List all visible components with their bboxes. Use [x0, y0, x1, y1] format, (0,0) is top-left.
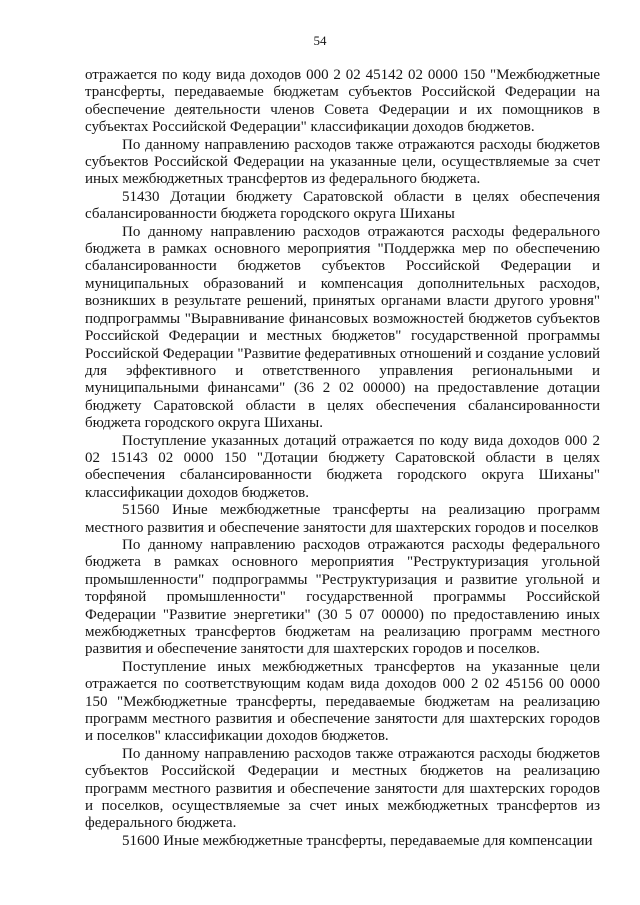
paragraph: По данному направлению расходов отражаются расходы федерального бюджета в рамках основного мероприятия "Поддержка мер по обеспечению сбалансированности бюджетов субъектов Российской Федерации и муниципальных образований и компенсация дополнительных расходов, возникших в результате решений, принятых органами власти другого уровня" подпрограммы "Выравнивание финансовых возможностей бюджетов субъектов Российской Федерации и местных бюджетов" государственной программы Российской Федерации "Развитие федеративных отношений и создание условий для эффективного и ответственного управления региональными и муниципальными финансами" (36 2 02 00000) на предоставление дотации бюджету Саратовской области в целях обеспечения сбалансированности бюджета городского округа Шиханы.: [85, 223, 600, 432]
paragraph: По данному направлению расходов также отражаются расходы бюджетов субъектов Российской Федерации и местных бюджетов на реализацию программ местного развития и обеспечение занятости для шахтерских городов и поселков, осуществляемые за счет иных межбюджетных трансфертов из федерального бюджета.: [85, 745, 600, 832]
paragraph: отражается по коду вида доходов 000 2 02 45142 02 0000 150 "Межбюджетные трансферты, передаваемые бюджетам субъектов Российской Федерации на обеспечение деятельности членов Совета Федерации и их помощников в субъектах Российской Федерации" классификации доходов бюджетов.: [85, 67, 600, 136]
paragraph: Поступление иных межбюджетных трансфертов на указанные цели отражается по соответствующим кодам вида доходов 000 2 02 45156 00 0000 150 "Межбюджетные трансферты, передаваемые бюджетам на реализацию программ местного развития и обеспечение занятости для шахтерских городов и поселков" классификации доходов бюджетов.: [85, 658, 600, 745]
paragraph: По данному направлению расходов также отражаются расходы бюджетов субъектов Российской Федерации на указанные цели, осуществляемые за счет иных межбюджетных трансфертов из федерального бюджета.: [85, 136, 600, 188]
page-number: 54: [313, 33, 327, 48]
section-heading-51560: 51560 Иные межбюджетные трансферты на реализацию программ местного развития и обеспечение занятости для шахтерских городов и поселков: [85, 502, 600, 536]
document-body: [85, 67, 600, 850]
section-heading-51430: 51430 Дотации бюджету Саратовской области в целях обеспечения сбалансированности бюджета городского округа Шиханы: [85, 188, 600, 223]
section-heading-51600: 51600 Иные межбюджетные трансферты, передаваемые для компенсации: [122, 832, 593, 849]
paragraph: Поступление указанных дотаций отражается по коду вида доходов 000 2 02 15143 02 0000 150 "Дотации бюджету Саратовской области в целях обеспечения сбалансированности бюджета городского округа Шиханы" классификации доходов бюджетов.: [85, 432, 600, 501]
paragraph: По данному направлению расходов отражаются расходы федерального бюджета в рамках основного мероприятия "Реструктуризация угольной промышленности" подпрограммы "Реструктуризация и развитие угольной и торфяной промышленности" государственной программы Российской Федерации "Развитие энергетики" (30 5 07 00000) по предоставлению иных межбюджетных трансфертов бюджетам на реализацию программ местного развития и обеспечение занятости для шахтерских городов и поселков.: [85, 536, 600, 658]
